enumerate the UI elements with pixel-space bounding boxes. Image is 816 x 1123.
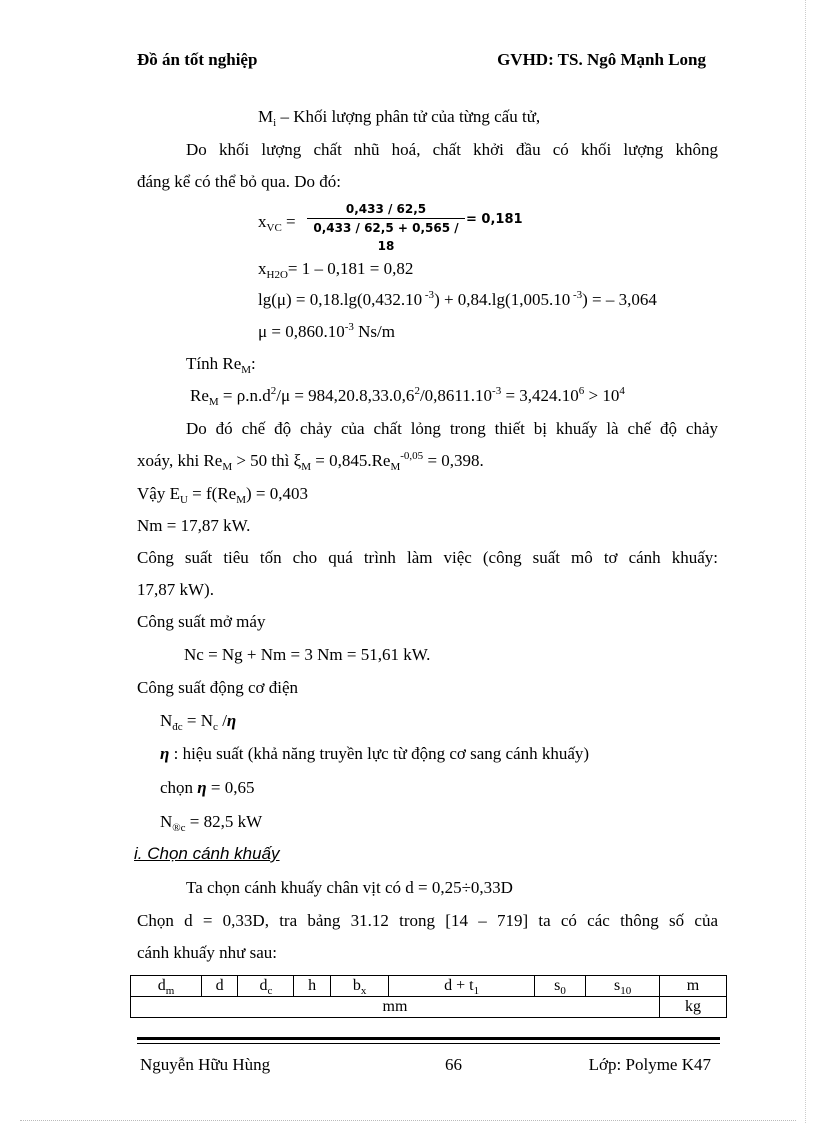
- paragraph-2-line-1: Do đó chế độ chảy của chất lỏng trong thiết bị khuấy là chế độ chảy: [186, 419, 718, 438]
- section-heading-i: i. Chọn cánh khuấy: [134, 844, 280, 863]
- table-header-cell: h: [294, 976, 330, 997]
- page-edge-bottom: [20, 1120, 796, 1121]
- ndc-formula: $N_{đc} = N_c$ /η: [160, 711, 237, 733]
- footer-rule-thick: [137, 1037, 720, 1040]
- reynolds-equation: $Re_M = \rho.n.d^2/\mu = 984,20.8,33.0,6^2/0,8611.10^{-3} = 3,424.10^6 > 10^4$: [190, 385, 625, 408]
- page-edge-right: [805, 0, 806, 1123]
- table-header-cell: $d + t_1$: [389, 976, 534, 997]
- viscosity-value: $\mu = 0,860.10^{-3}$ Ns/m: [258, 321, 395, 341]
- mi-definition: $M_i$ – Khối lượng phân tử của từng cấu tử,: [258, 107, 541, 129]
- fraction-denominator: 0,433 / 62,5 + 0,565 / 18: [313, 221, 459, 253]
- power-text-line-1: Công suất tiêu tốn cho quá trình làm việc (công suất mô tơ cánh khuấy:: [137, 548, 718, 567]
- table-unit-row: [131, 997, 727, 1018]
- startup-power-label: Công suất mở máy: [137, 612, 266, 631]
- footer-author: Nguyễn Hữu Hùng: [140, 1055, 271, 1074]
- efficiency-definition: η : hiệu suất (khả năng truyền lực từ động cơ sang cánh khuấy): [160, 744, 590, 763]
- table-header-cell: $d_m$: [131, 976, 202, 997]
- table-header-cell: d: [201, 976, 237, 997]
- xvc-fraction: [307, 200, 465, 253]
- unit-mm-cell: mm: [131, 997, 660, 1018]
- table-intro-line-1: Chọn d = 0,33D, tra bảng 31.12 trong [14 – 719] ta có các thông số của: [137, 911, 718, 930]
- xvc-label: $x_{VC}$ =: [258, 212, 296, 234]
- impeller-choice: Ta chọn cánh khuấy chân vịt có d = 0,25÷0,33D: [186, 878, 513, 897]
- paragraph-1-line-1: Do khối lượng chất nhũ hoá, chất khởi đầu có khối lượng không: [186, 140, 718, 159]
- motor-power-label: Công suất động cơ điện: [137, 678, 299, 697]
- table-intro-line-2: cánh khuấy như sau:: [137, 943, 277, 962]
- table-header-cell: $b_x$: [330, 976, 389, 997]
- table-header-cell: m: [660, 976, 727, 997]
- footer-class: Lớp: Polyme K47: [588, 1055, 711, 1074]
- paragraph-2-line-2: xoáy, khi $Re_M > 50$ thì $\xi_M = 0,845.Re_M^{-0,05} = 0,398$.: [137, 450, 484, 473]
- viscosity-log-equation: lg(μ) = 0,18.lg(0,432.10 $^{-3}$) + 0,84.lg(1,005.10 $^{-3}$) = – 3,064: [258, 289, 657, 309]
- table-header-cell: $s_0$: [534, 976, 585, 997]
- header-title: Đồ án tốt nghiệp: [137, 50, 258, 69]
- paragraph-1-line-2: đáng kể có thể bỏ qua. Do đó:: [137, 172, 341, 191]
- unit-kg-cell: kg: [660, 997, 727, 1018]
- table-header-cell: $d_c$: [238, 976, 294, 997]
- impeller-parameter-table: [130, 975, 727, 1018]
- footer-rule-thin: [137, 1043, 720, 1044]
- header-advisor: GVHD: TS. Ngô Mạnh Long: [497, 50, 706, 69]
- footer-page-number: 66: [445, 1055, 462, 1074]
- eu-value: Vậy $E_U = f(Re_M) = 0,403$: [137, 484, 308, 506]
- reynolds-heading: Tính $Re_M$:: [186, 354, 256, 376]
- table-header-cell: $s_{10}$: [586, 976, 660, 997]
- table-header-row: [131, 976, 727, 997]
- efficiency-choice: chọn η = 0,65: [160, 778, 255, 797]
- xh2o-equation: $x_{H2O}= 1 - 0,181 = 0,82$: [258, 259, 414, 281]
- nm-value: Nm = 17,87 kW.: [137, 516, 251, 535]
- ndc-result: $N_{®c} = 82,5$ kW: [160, 812, 263, 834]
- xvc-result: = 0,181: [466, 212, 523, 227]
- power-text-line-2: 17,87 kW).: [137, 580, 214, 599]
- nc-equation: Nc = Ng + Nm = 3 Nm = 51,61 kW.: [184, 645, 431, 664]
- fraction-numerator: 0,433 / 62,5: [345, 202, 427, 216]
